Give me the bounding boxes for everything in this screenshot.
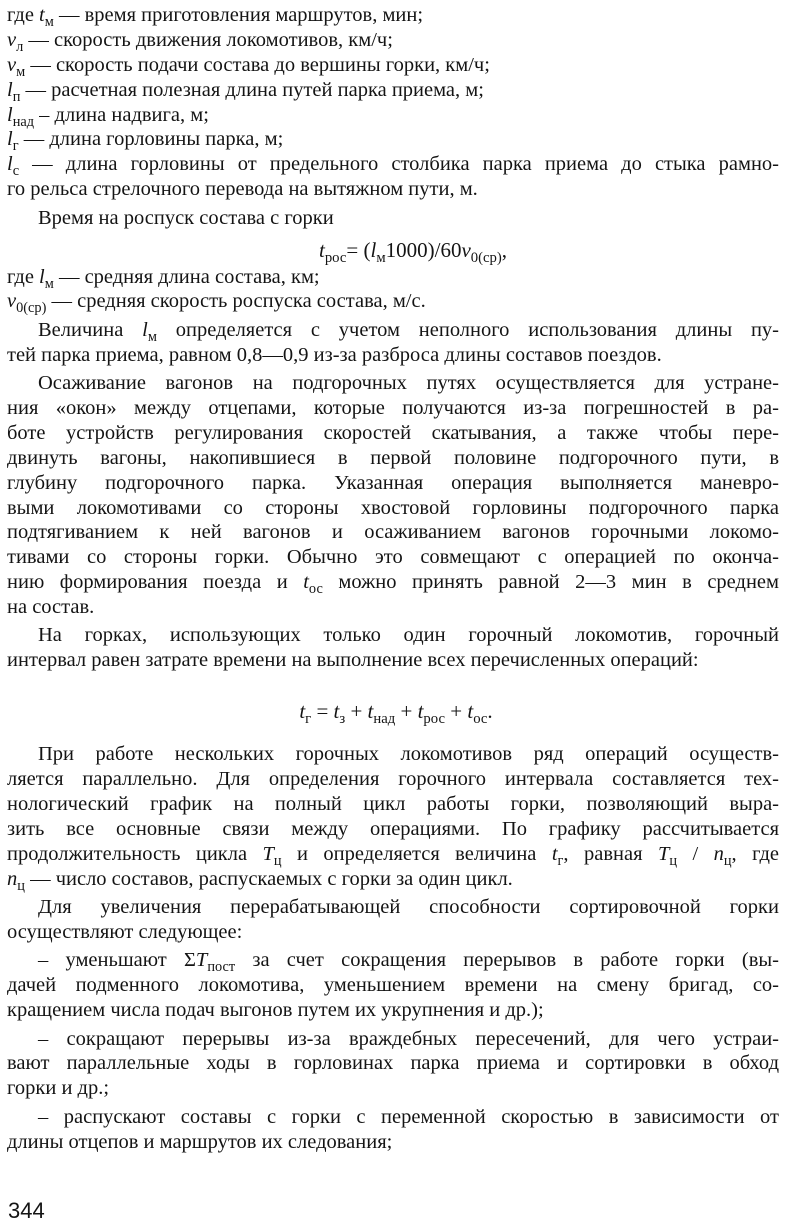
paragraph-line: $n_ц$ — число составов, распускаемых с горки за один цикл. <box>7 867 513 894</box>
definition-line: $v_л$ — скорость движения локомотивов, км/ч; <box>7 28 393 55</box>
bullet-line: горки и др.; <box>7 1077 110 1100</box>
definition-line: $v_{0(ср)}$ — средняя скорость роспуска состава, м/с. <box>7 290 426 317</box>
paragraph-line: двинуть вагоны, накопившиеся в первой половине подгорочного пути, в <box>7 446 779 469</box>
bullet-line: кращением числа подач выгонов путем их укрупнения и др.); <box>7 999 544 1022</box>
paragraph-line: зить все основные связи между операциями. По графику рассчитывается <box>7 817 779 840</box>
paragraph-line: Величина $l_м$ определяется с учетом неполного использования длины пу- <box>38 318 779 345</box>
definition-line: $l_г$ — длина горловины парка, м; <box>7 128 284 155</box>
bullet-line: дачей подменного локомотива, уменьшением времени на смену бригад, со- <box>7 974 779 997</box>
paragraph-line: продолжительность цикла $T_ц$ и определяется величина $t_г$, равная $T_ц / n_ц$, где <box>7 842 779 869</box>
paragraph-line: ляется параллельно. Для определения горочного интервала составляется тех- <box>7 768 779 791</box>
bullet-line: длины отцепов и маршрутов их следования; <box>7 1130 393 1153</box>
definition-continuation: го рельса стрелочного перевода на вытяжном пути, м. <box>7 178 478 201</box>
paragraph-line: глубину подгорочного парка. Указанная операция выполняется маневро- <box>7 471 779 494</box>
paragraph-line: тивами со стороны горки. Обычно это совмещают с операцией по оконча- <box>7 546 779 569</box>
paragraph-line: интервал равен затрате времени на выполнение всех перечисленных операций: <box>7 649 699 672</box>
bullet-line: – уменьшают $\Sigma T_{пост}$ за счет сокращения перерывов в работе горки (вы- <box>38 949 779 976</box>
document-page <box>7 3 779 1155</box>
paragraph-line: Для увеличения перерабатывающей способности сортировочной горки <box>38 896 779 919</box>
definition-line: где $t_м$ — время приготовления маршрутов, мин; <box>7 4 424 31</box>
formula-interval: $t_г = t_з + t_{над} + t_{рос} + t_{ос}$. <box>299 699 493 728</box>
paragraph-line: боте устройств регулирования скоростей скатывания, а также чтобы пере- <box>7 421 779 444</box>
definition-line: $l_{над}$ – длина надвига, м; <box>7 103 209 130</box>
bullet-line: – распускают составы с горки с переменной скоростью в зависимости от <box>38 1105 779 1128</box>
paragraph-line: подтягиванием к ней вагонов и осаживанием вагонов горочными локомо- <box>7 521 779 544</box>
paragraph-line: При работе нескольких горочных локомотивов ряд операций осуществ- <box>38 743 779 766</box>
paragraph-line: осуществляют следующее: <box>7 921 243 943</box>
paragraph-line: ния «окон» между отцепами, которые получаются из-за погрешностей в ра- <box>7 396 779 419</box>
bullet-line: – сокращают перерывы из-за враждебных пересечений, для чего устраи- <box>38 1027 779 1050</box>
page-number: 344 <box>8 1198 45 1223</box>
paragraph-line: На горках, использующих только один горочный локомотив, горочный <box>38 624 779 647</box>
paragraph-line: тей парка приема, равном 0,8—0,9 из-за разброса длины составов поездов. <box>7 343 662 366</box>
paragraph-line: Осаживание вагонов на подгорочных путях осуществляется для устране- <box>38 372 779 395</box>
paragraph-line: выми локомотивами со стороны хвостовой горловины подгорочного парка <box>7 496 779 519</box>
definition-line: $l_с$ — длина горловины от предельного столбика парка приема до стыка рамно- <box>7 153 779 180</box>
paragraph-line: нию формирования поезда и $t_{ос}$ можно принять равной 2—3 мин в среднем <box>7 571 779 598</box>
paragraph-line: на состав. <box>7 596 95 619</box>
bullet-line: вают параллельные ходы в горловинах парка приема и сортировки в обход <box>7 1052 779 1075</box>
formula-rospusk: $t_{рос}= (l_м1000)/60v_{0(ср)}$, <box>318 237 508 266</box>
definition-line: $v_м$ — скорость подачи состава до вершины горки, км/ч; <box>7 53 490 80</box>
definition-line: $l_п$ — расчетная полезная длина путей парка приема, м; <box>7 78 484 105</box>
rospusk-intro: Время на роспуск состава с горки <box>38 206 334 229</box>
definition-line: где $l_м$ — средняя длина состава, км; <box>7 265 320 292</box>
paragraph-line: нологический график на полный цикл работы горки, позволяющий выра- <box>7 793 779 816</box>
